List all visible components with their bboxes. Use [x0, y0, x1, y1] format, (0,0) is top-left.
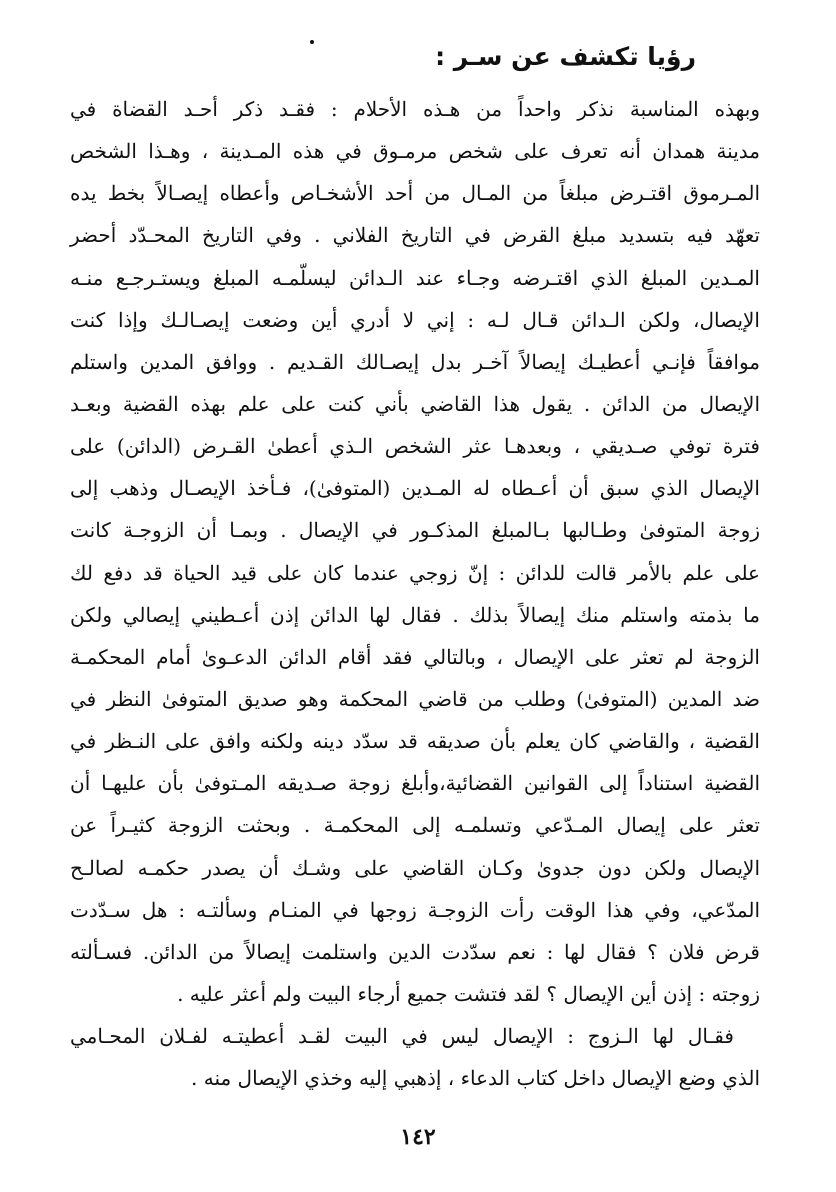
- text-line: زوجته : إذن أين الإيصال ؟ لقد فتشت جميع أرجاء البيت ولم أعثر عليه .: [177, 981, 760, 1006]
- text-line: تعثر على إيصال المـدّعي وتسلمـه إلى المحكمـة . وبحثت الزوجة كثيـراً عن: [70, 813, 760, 838]
- text-line: مدينة همدان أنه تعرف على شخص مرمـوق في هذه المـدينة ، وهـذا الشخص: [70, 139, 760, 164]
- text-line: القضية ، والقاضي كان يعلم بأن صديقه قد سدّد دينه ولكنه وافق على النـظر في: [70, 729, 760, 754]
- text-line: المـدين المبلغ الذي اقتـرضه وجـاء عند الـدائن ليسلّمـه المبلغ ويستـرجـع منـه: [70, 265, 760, 290]
- text-line: موافقاً فإنـي أعطيـك إيصالاً آخـر بدل إيصـالك القـديم . ووافق المدين واستلم: [70, 349, 760, 374]
- text-line: ما بذمته واستلم منك إيصالاً بذلك . فقال لها الدائن إذن أعـطيني إيصالي ولكن: [70, 602, 760, 627]
- text-line: الإيصال من الدائن . يقول هذا القاضي بأني كنت على علم بهذه القضية وبعـد: [70, 391, 761, 416]
- text-line: المـرموق اقتـرض مبلغاً من المـال من أحد الأشخـاص وأعطاه إيصـالاً بخط يده: [70, 181, 760, 206]
- text-line: زوجة المتوفىٰ وطـالبها بـالمبلغ المذكـور في الإيصال . وبمـا أن الزوجـة كانت: [70, 518, 760, 543]
- text-line: الإيصال الذي سبق أن أعـطاه له المـدين (المتوفىٰ)، فـأخذ الإيصـال وذهب إلى: [70, 476, 760, 501]
- text-line: وبهذه المناسبة نذكر واحداً من هـذه الأحلام : فقـد ذكر أحـد القضاة في: [70, 97, 760, 121]
- text-line: ضد المدين (المتوفىٰ) وطلب من قاضي المحكمة وهو صديق المتوفىٰ النظر في: [70, 686, 760, 711]
- body-text: [70, 88, 760, 1099]
- text-line: على علم بالأمر قالت للدائن : إنّ زوجي عندما كان على قيد الحياة قد دفع لك: [70, 560, 760, 585]
- text-line: الإيصال ولكن دون جدوىٰ وكـان القاضي على وشـك أن يصدر حكمـه لصالـح: [70, 855, 760, 880]
- text-line: المدّعي، وفي هذا الوقت رأت الزوجـة زوجها في المنـام وسألتـه : هل سـدّدت: [70, 897, 760, 922]
- text-line: القضية استناداً إلى القوانين القضائية،وأبلغ زوجة صـديقه المـتوفىٰ بأن عليهـا أن: [70, 771, 760, 796]
- ink-dot: [310, 40, 314, 44]
- text-line: الذي وضع الإيصال داخل كتاب الدعاء ، إذهبي إليه وخذي الإيصال منه .: [191, 1066, 760, 1091]
- text-line: فقـال لها الـزوج : الإيصال ليس في البيت لقـد أعطيتـه لفـلان المحـامي: [70, 1024, 734, 1049]
- section-heading: رؤيا تكشف عن سـر :: [435, 42, 696, 71]
- text-line: قرض فلان ؟ فقال لها : نعم سدّدت الدين واستلمت إيصالاً من الدائن. فسـألته: [70, 939, 760, 964]
- page-number: ١٤٢: [400, 1124, 436, 1150]
- text-line: الإيصال، ولكن الـدائن قـال لـه : إني لا أدري أين وضعت إيصـالـك وإذا كنت: [70, 307, 760, 332]
- text-line: الزوجة لم تعثر على الإيصال ، وبالتالي فقد أقام الدائن الدعـوىٰ أمام المحكمـة: [70, 644, 760, 669]
- text-line: فترة توفي صـديقي ، وبعدهـا عثر الشخص الـذي أعطىٰ القـرض (الدائن) على: [70, 434, 760, 459]
- text-line: تعهّد فيه بتسديد مبلغ القرض في التاريخ الفلاني . وفي التاريخ المحـدّد أحضر: [70, 223, 760, 248]
